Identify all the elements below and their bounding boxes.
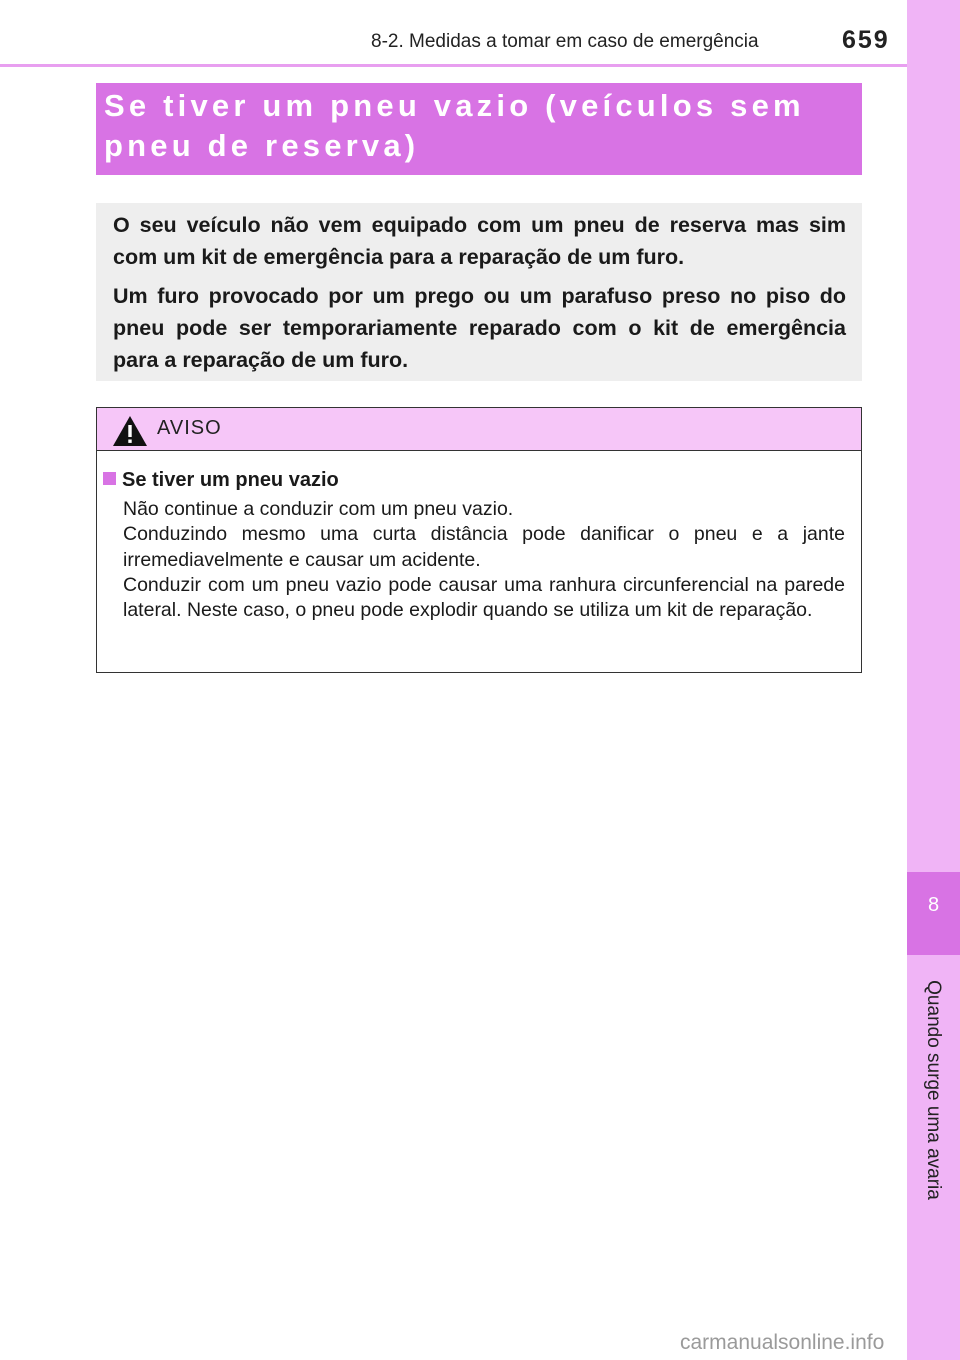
square-bullet-icon bbox=[103, 472, 116, 485]
warning-subheading-text: Se tiver um pneu vazio bbox=[122, 469, 339, 491]
warning-label: AVISO bbox=[157, 417, 222, 439]
warning-box bbox=[96, 407, 862, 673]
warning-header bbox=[97, 408, 861, 451]
side-chapter-label: Quando surge uma avaria bbox=[923, 980, 944, 1200]
intro-box bbox=[96, 203, 862, 381]
warning-body bbox=[123, 497, 845, 623]
warning-line: Não continue a conduzir com um pneu vazio. bbox=[123, 498, 514, 520]
warning-triangle-icon bbox=[112, 415, 148, 447]
page-title: Se tiver um pneu vazio (veículos sem pneu de reserva) bbox=[104, 88, 805, 163]
intro-paragraph: Um furo provocado por um prego ou um parafuso preso no piso do pneu pode ser temporariamente reparado com o kit de emergência para a reparação de um furo. bbox=[113, 284, 846, 372]
warning-line: Conduzir com um pneu vazio pode causar uma ranhura circunferencial na parede lateral. Neste caso, o pneu pode explodir quando se utiliza um kit de reparação. bbox=[123, 573, 845, 622]
watermark: carmanualsonline.info bbox=[680, 1331, 885, 1354]
warning-subheading bbox=[103, 469, 339, 492]
intro-paragraph: O seu veículo não vem equipado com um pneu de reserva mas sim com um kit de emergência para a reparação de um furo. bbox=[113, 213, 846, 269]
warning-line: Conduzindo mesmo uma curta distância pode danificar o pneu e a jante irremediavelmente e causar um acidente. bbox=[123, 523, 845, 571]
page-number: 659 bbox=[842, 26, 890, 54]
header-rule bbox=[0, 64, 907, 67]
section-title: 8-2. Medidas a tomar em caso de emergência bbox=[371, 31, 759, 52]
side-chapter-number: 8 bbox=[927, 894, 940, 916]
